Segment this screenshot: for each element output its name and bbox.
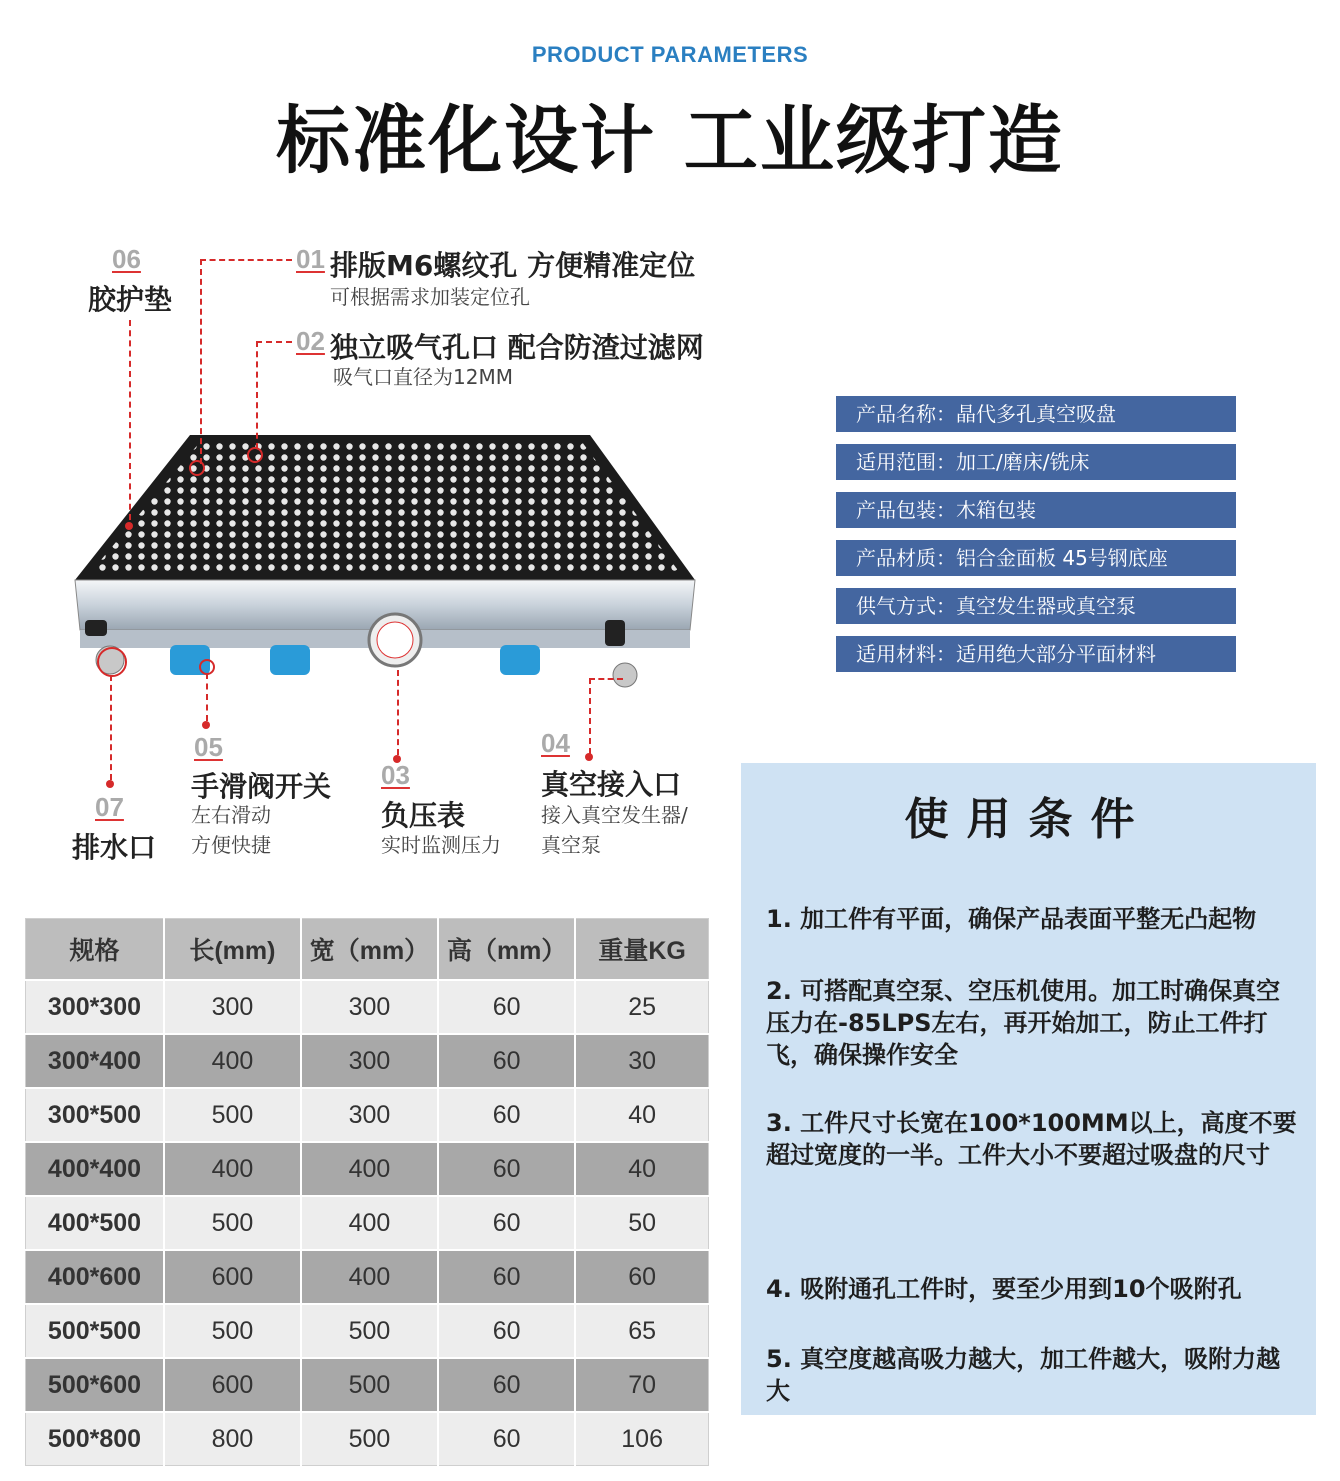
callout-04-sub2: 真空泵 bbox=[541, 833, 601, 857]
table-cell: 500*500 bbox=[26, 1304, 165, 1358]
table-cell: 40 bbox=[575, 1142, 708, 1196]
table-cell: 106 bbox=[575, 1412, 708, 1466]
table-row bbox=[26, 980, 709, 1034]
table-row bbox=[26, 1358, 709, 1412]
spec-value: 加工/磨床/铣床 bbox=[956, 450, 1090, 474]
spec-value: 真空发生器或真空泵 bbox=[956, 594, 1136, 618]
table-cell: 500 bbox=[164, 1196, 301, 1250]
col-header: 重量KG bbox=[575, 919, 708, 981]
table-row bbox=[26, 1412, 709, 1466]
callout-01-leader-h bbox=[200, 259, 292, 261]
table-cell: 60 bbox=[438, 1304, 575, 1358]
callout-04-leader-v bbox=[589, 678, 591, 754]
section-eyebrow: PRODUCT PARAMETERS bbox=[531, 42, 809, 67]
table-cell: 500*600 bbox=[26, 1358, 165, 1412]
spec-row-scope: 适用范围：加工/磨床/铣床 bbox=[836, 444, 1236, 480]
spec-label: 产品名称 bbox=[856, 402, 936, 426]
callout-01-sub: 可根据需求加装定位孔 bbox=[330, 285, 530, 309]
table-cell: 65 bbox=[575, 1304, 708, 1358]
table-cell: 300 bbox=[301, 980, 438, 1034]
callout-01-number: 01 bbox=[296, 244, 325, 274]
table-cell: 70 bbox=[575, 1358, 708, 1412]
table-cell: 400*600 bbox=[26, 1250, 165, 1304]
table-cell: 60 bbox=[438, 1088, 575, 1142]
table-cell: 60 bbox=[438, 1412, 575, 1466]
spec-value: 适用绝大部分平面材料 bbox=[956, 642, 1156, 666]
callout-06-leader bbox=[129, 320, 131, 520]
callout-05-dot bbox=[202, 721, 210, 729]
callout-03-leader bbox=[397, 670, 399, 755]
table-row bbox=[26, 1088, 709, 1142]
table-row bbox=[26, 1196, 709, 1250]
table-cell: 600 bbox=[164, 1250, 301, 1304]
table-cell: 60 bbox=[438, 1034, 575, 1088]
size-table bbox=[25, 918, 709, 1466]
usage-conditions-title: 使用条件 bbox=[904, 794, 1153, 845]
table-row bbox=[26, 1034, 709, 1088]
condition-item: 3. 工件尺寸长宽在100*100MM以上，高度不要超过宽度的一半。工件大小不要超过吸盘的尺寸 bbox=[766, 1109, 1297, 1169]
page-title: 标准化设计 工业级打造 bbox=[276, 98, 1064, 184]
vacuum-chuck-image bbox=[70, 430, 720, 720]
spec-label: 适用范围 bbox=[856, 450, 936, 474]
spec-value: 晶代多孔真空吸盘 bbox=[956, 402, 1116, 426]
table-cell: 400 bbox=[164, 1034, 301, 1088]
spec-row-air-supply: 供气方式：真空发生器或真空泵 bbox=[836, 588, 1236, 624]
table-cell: 60 bbox=[438, 1250, 575, 1304]
spec-value: 木箱包装 bbox=[956, 498, 1036, 522]
table-cell: 300*400 bbox=[26, 1034, 165, 1088]
callout-06-number: 06 bbox=[112, 244, 141, 274]
spec-label: 产品材质 bbox=[856, 546, 936, 570]
table-cell: 25 bbox=[575, 980, 708, 1034]
table-cell: 40 bbox=[575, 1088, 708, 1142]
callout-04-leader-h bbox=[589, 678, 623, 680]
table-cell: 400 bbox=[301, 1196, 438, 1250]
callout-01-title: 排版M6螺纹孔 方便精准定位 bbox=[330, 249, 696, 282]
table-cell: 300 bbox=[164, 980, 301, 1034]
callout-07-ring bbox=[97, 647, 127, 677]
table-cell: 400*400 bbox=[26, 1142, 165, 1196]
callout-04-title: 真空接入口 bbox=[541, 768, 682, 801]
table-cell: 60 bbox=[575, 1250, 708, 1304]
callout-02-sub: 吸气口直径为12MM bbox=[333, 365, 513, 389]
callout-06-dot bbox=[125, 522, 133, 530]
callout-02-number: 02 bbox=[296, 326, 325, 356]
callout-05-title: 手滑阀开关 bbox=[191, 770, 332, 803]
spec-label: 适用材料 bbox=[856, 642, 936, 666]
callout-05-sub1: 左右滑动 bbox=[191, 803, 271, 827]
col-header: 高（mm） bbox=[438, 919, 575, 981]
table-cell: 300*300 bbox=[26, 980, 165, 1034]
callout-07-dot bbox=[106, 780, 114, 788]
table-row bbox=[26, 1250, 709, 1304]
callout-07-number: 07 bbox=[95, 792, 124, 822]
callout-04-number: 04 bbox=[541, 728, 570, 758]
table-cell: 50 bbox=[575, 1196, 708, 1250]
callout-02-ring bbox=[247, 447, 263, 463]
spec-label: 供气方式 bbox=[856, 594, 936, 618]
table-row bbox=[26, 1142, 709, 1196]
table-cell: 400 bbox=[164, 1142, 301, 1196]
spec-value: 铝合金面板 45号钢底座 bbox=[956, 546, 1168, 570]
callout-01-ring bbox=[189, 460, 205, 476]
callout-02-leader-h bbox=[256, 341, 292, 343]
table-cell: 60 bbox=[438, 1358, 575, 1412]
callout-07-title: 排水口 bbox=[72, 831, 157, 864]
spec-row-name: 产品名称：晶代多孔真空吸盘 bbox=[836, 396, 1236, 432]
callout-07-leader bbox=[110, 675, 112, 780]
col-header: 长(mm) bbox=[164, 919, 301, 981]
table-cell: 500 bbox=[301, 1358, 438, 1412]
table-cell: 400*500 bbox=[26, 1196, 165, 1250]
table-cell: 300 bbox=[301, 1088, 438, 1142]
table-cell: 60 bbox=[438, 1142, 575, 1196]
callout-05-number: 05 bbox=[194, 732, 223, 762]
spec-row-material: 产品材质：铝合金面板 45号钢底座 bbox=[836, 540, 1236, 576]
table-cell: 400 bbox=[301, 1142, 438, 1196]
callout-02-leader-v bbox=[256, 341, 258, 449]
callout-03-sub: 实时监测压力 bbox=[381, 833, 501, 857]
usage-conditions-panel bbox=[741, 763, 1316, 1415]
callout-01-leader-v bbox=[200, 259, 202, 464]
callout-03-title: 负压表 bbox=[381, 799, 466, 832]
table-cell: 400 bbox=[301, 1250, 438, 1304]
table-cell: 600 bbox=[164, 1358, 301, 1412]
table-cell: 60 bbox=[438, 1196, 575, 1250]
callout-05-sub2: 方便快捷 bbox=[191, 833, 271, 857]
spec-row-packaging: 产品包装：木箱包装 bbox=[836, 492, 1236, 528]
callout-04-sub1: 接入真空发生器/ bbox=[541, 803, 688, 827]
col-header: 宽（mm） bbox=[301, 919, 438, 981]
table-cell: 800 bbox=[164, 1412, 301, 1466]
table-cell: 500 bbox=[301, 1412, 438, 1466]
spec-label: 产品包装 bbox=[856, 498, 936, 522]
table-cell: 500 bbox=[301, 1304, 438, 1358]
condition-item: 4. 吸附通孔工件时，要至少用到10个吸附孔 bbox=[766, 1275, 1242, 1303]
table-cell: 60 bbox=[438, 980, 575, 1034]
table-row bbox=[26, 1304, 709, 1358]
table-cell: 500 bbox=[164, 1304, 301, 1358]
callout-03-number: 03 bbox=[381, 760, 410, 790]
table-cell: 30 bbox=[575, 1034, 708, 1088]
callout-02-title: 独立吸气孔口 配合防渣过滤网 bbox=[330, 331, 704, 364]
condition-item: 5. 真空度越高吸力越大，加工件越大，吸附力越大 bbox=[766, 1345, 1281, 1405]
condition-item: 1. 加工件有平面，确保产品表面平整无凸起物 bbox=[766, 905, 1257, 933]
condition-item: 2. 可搭配真空泵、空压机使用。加工时确保真空压力在-85LPS左右，再开始加工，防止工件打飞，确保操作安全 bbox=[766, 977, 1281, 1069]
spec-row-applicable-material: 适用材料：适用绝大部分平面材料 bbox=[836, 636, 1236, 672]
col-header: 规格 bbox=[26, 919, 165, 981]
table-cell: 500 bbox=[164, 1088, 301, 1142]
table-cell: 300 bbox=[301, 1034, 438, 1088]
callout-06-title: 胶护垫 bbox=[88, 283, 173, 316]
callout-05-leader bbox=[206, 673, 208, 721]
callout-04-dot bbox=[585, 753, 593, 761]
table-header-row bbox=[26, 919, 709, 981]
table-cell: 300*500 bbox=[26, 1088, 165, 1142]
table-cell: 500*800 bbox=[26, 1412, 165, 1466]
